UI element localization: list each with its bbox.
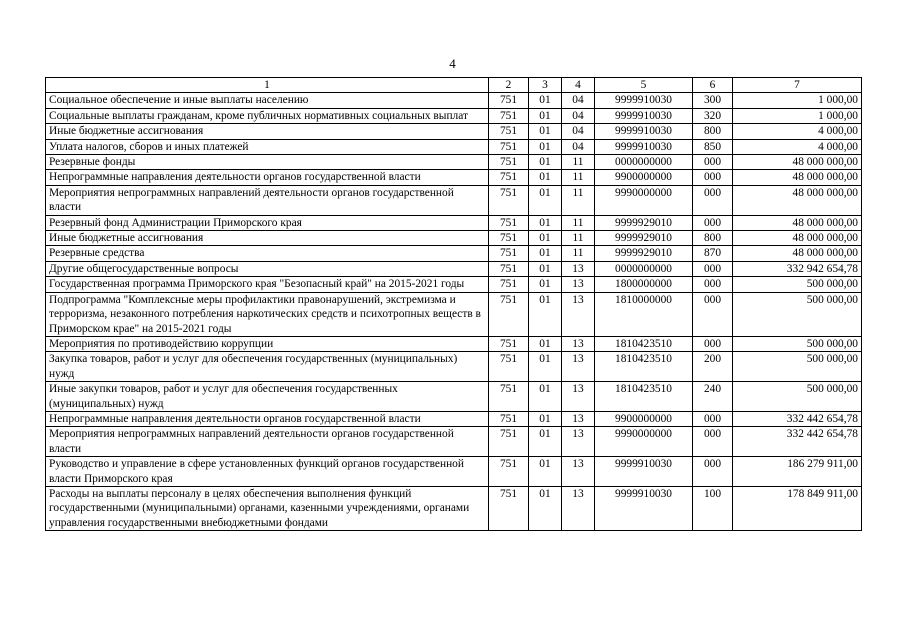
row-target-article: 9900000000 (595, 411, 693, 426)
row-subsection-code: 13 (562, 411, 595, 426)
row-name: Резервные фонды (46, 155, 489, 170)
row-subsection-code: 11 (562, 231, 595, 246)
table-row (46, 139, 862, 154)
row-name: Мероприятия непрограммных направлений деятельности органов государственной власти (46, 427, 489, 457)
row-name: Непрограммные направления деятельности органов государственной власти (46, 170, 489, 185)
row-expense-type: 000 (693, 185, 733, 215)
table-row (46, 486, 862, 530)
row-target-article: 9999910030 (595, 108, 693, 123)
row-amount: 1 000,00 (733, 108, 862, 123)
row-target-article: 0000000000 (595, 155, 693, 170)
table-row (46, 185, 862, 215)
row-amount: 48 000 000,00 (733, 231, 862, 246)
row-subsection-code: 13 (562, 457, 595, 487)
row-expense-type: 000 (693, 292, 733, 336)
row-amount: 48 000 000,00 (733, 215, 862, 230)
row-target-article: 9999929010 (595, 246, 693, 261)
row-expense-type: 300 (693, 93, 733, 108)
row-name: Резервные средства (46, 246, 489, 261)
row-section-code: 01 (529, 336, 562, 351)
row-section-code: 01 (529, 231, 562, 246)
row-section-code: 01 (529, 185, 562, 215)
table-row (46, 170, 862, 185)
row-expense-type: 320 (693, 108, 733, 123)
row-ministry-code: 751 (489, 457, 529, 487)
row-amount: 48 000 000,00 (733, 246, 862, 261)
row-subsection-code: 11 (562, 170, 595, 185)
row-amount: 500 000,00 (733, 352, 862, 382)
row-ministry-code: 751 (489, 215, 529, 230)
row-subsection-code: 13 (562, 261, 595, 276)
row-name: Социальные выплаты гражданам, кроме публичных нормативных социальных выплат (46, 108, 489, 123)
row-expense-type: 000 (693, 261, 733, 276)
row-subsection-code: 04 (562, 139, 595, 154)
row-section-code: 01 (529, 352, 562, 382)
row-section-code: 01 (529, 108, 562, 123)
row-target-article: 0000000000 (595, 261, 693, 276)
row-subsection-code: 04 (562, 93, 595, 108)
row-name: Уплата налогов, сборов и иных платежей (46, 139, 489, 154)
row-amount: 500 000,00 (733, 277, 862, 292)
row-name: Руководство и управление в сфере установленных функций органов государственной власти Приморского края (46, 457, 489, 487)
table-row (46, 93, 862, 108)
column-header: 6 (693, 78, 733, 93)
row-ministry-code: 751 (489, 411, 529, 426)
row-expense-type: 800 (693, 124, 733, 139)
table-row (46, 277, 862, 292)
row-ministry-code: 751 (489, 336, 529, 351)
column-header: 5 (595, 78, 693, 93)
row-section-code: 01 (529, 457, 562, 487)
row-subsection-code: 13 (562, 427, 595, 457)
row-subsection-code: 11 (562, 155, 595, 170)
row-name: Другие общегосударственные вопросы (46, 261, 489, 276)
row-name: Мероприятия непрограммных направлений деятельности органов государственной власти (46, 185, 489, 215)
row-section-code: 01 (529, 170, 562, 185)
row-target-article: 9999910030 (595, 486, 693, 530)
row-ministry-code: 751 (489, 292, 529, 336)
row-section-code: 01 (529, 486, 562, 530)
row-expense-type: 800 (693, 231, 733, 246)
row-ministry-code: 751 (489, 231, 529, 246)
column-header: 1 (46, 78, 489, 93)
row-section-code: 01 (529, 93, 562, 108)
row-name: Мероприятия по противодействию коррупции (46, 336, 489, 351)
row-ministry-code: 751 (489, 486, 529, 530)
row-section-code: 01 (529, 277, 562, 292)
row-ministry-code: 751 (489, 185, 529, 215)
row-expense-type: 100 (693, 486, 733, 530)
row-name: Иные закупки товаров, работ и услуг для обеспечения государственных (муниципальных) нужд (46, 382, 489, 412)
row-section-code: 01 (529, 292, 562, 336)
table-row (46, 382, 862, 412)
row-amount: 186 279 911,00 (733, 457, 862, 487)
column-header: 3 (529, 78, 562, 93)
row-amount: 48 000 000,00 (733, 155, 862, 170)
row-expense-type: 000 (693, 336, 733, 351)
column-header-row (46, 78, 862, 93)
row-ministry-code: 751 (489, 155, 529, 170)
row-target-article: 9990000000 (595, 427, 693, 457)
row-expense-type: 000 (693, 215, 733, 230)
row-target-article: 9999910030 (595, 457, 693, 487)
row-amount: 332 442 654,78 (733, 427, 862, 457)
table-row (46, 427, 862, 457)
column-header: 2 (489, 78, 529, 93)
row-section-code: 01 (529, 261, 562, 276)
row-ministry-code: 751 (489, 108, 529, 123)
row-name: Государственная программа Приморского края "Безопасный край" на 2015-2021 годы (46, 277, 489, 292)
row-section-code: 01 (529, 427, 562, 457)
row-ministry-code: 751 (489, 139, 529, 154)
row-expense-type: 000 (693, 427, 733, 457)
row-ministry-code: 751 (489, 170, 529, 185)
row-ministry-code: 751 (489, 261, 529, 276)
row-target-article: 9999910030 (595, 93, 693, 108)
row-subsection-code: 11 (562, 215, 595, 230)
row-expense-type: 870 (693, 246, 733, 261)
table-row (46, 261, 862, 276)
row-target-article: 9999929010 (595, 215, 693, 230)
page-number: 4 (449, 56, 456, 71)
row-ministry-code: 751 (489, 277, 529, 292)
row-target-article: 1810423510 (595, 352, 693, 382)
row-ministry-code: 751 (489, 246, 529, 261)
row-target-article: 9990000000 (595, 185, 693, 215)
row-ministry-code: 751 (489, 352, 529, 382)
row-section-code: 01 (529, 215, 562, 230)
row-name: Иные бюджетные ассигнования (46, 231, 489, 246)
table-row (46, 292, 862, 336)
table-row (46, 246, 862, 261)
row-subsection-code: 11 (562, 185, 595, 215)
budget-table (45, 77, 862, 531)
row-subsection-code: 13 (562, 486, 595, 530)
row-expense-type: 000 (693, 155, 733, 170)
table-row (46, 215, 862, 230)
row-target-article: 9999929010 (595, 231, 693, 246)
row-ministry-code: 751 (489, 93, 529, 108)
row-amount: 4 000,00 (733, 124, 862, 139)
row-name: Резервный фонд Администрации Приморского края (46, 215, 489, 230)
column-header: 7 (733, 78, 862, 93)
row-ministry-code: 751 (489, 427, 529, 457)
row-expense-type: 850 (693, 139, 733, 154)
table-row (46, 231, 862, 246)
row-ministry-code: 751 (489, 124, 529, 139)
row-section-code: 01 (529, 411, 562, 426)
row-subsection-code: 13 (562, 352, 595, 382)
table-row (46, 155, 862, 170)
column-header: 4 (562, 78, 595, 93)
row-amount: 332 942 654,78 (733, 261, 862, 276)
row-target-article: 9999910030 (595, 124, 693, 139)
row-section-code: 01 (529, 246, 562, 261)
row-expense-type: 000 (693, 457, 733, 487)
row-subsection-code: 13 (562, 292, 595, 336)
row-name: Социальное обеспечение и иные выплаты населению (46, 93, 489, 108)
row-section-code: 01 (529, 382, 562, 412)
row-subsection-code: 04 (562, 108, 595, 123)
row-amount: 332 442 654,78 (733, 411, 862, 426)
row-amount: 48 000 000,00 (733, 185, 862, 215)
row-amount: 500 000,00 (733, 382, 862, 412)
row-amount: 500 000,00 (733, 336, 862, 351)
row-amount: 178 849 911,00 (733, 486, 862, 530)
row-section-code: 01 (529, 155, 562, 170)
row-subsection-code: 13 (562, 336, 595, 351)
row-name: Закупка товаров, работ и услуг для обеспечения государственных (муниципальных) нужд (46, 352, 489, 382)
table-row (46, 124, 862, 139)
row-target-article: 9900000000 (595, 170, 693, 185)
row-name: Подпрограмма "Комплексные меры профилактики правонарушений, экстремизма и терроризма, незаконного потребления наркотических средств и психотропных веществ в Приморском крае" на 2015-2021 годы (46, 292, 489, 336)
table-row (46, 352, 862, 382)
row-amount: 48 000 000,00 (733, 170, 862, 185)
row-subsection-code: 13 (562, 382, 595, 412)
row-subsection-code: 04 (562, 124, 595, 139)
row-expense-type: 000 (693, 170, 733, 185)
table-row (46, 108, 862, 123)
row-name: Иные бюджетные ассигнования (46, 124, 489, 139)
row-expense-type: 000 (693, 411, 733, 426)
row-expense-type: 000 (693, 277, 733, 292)
row-target-article: 1800000000 (595, 277, 693, 292)
row-expense-type: 200 (693, 352, 733, 382)
row-ministry-code: 751 (489, 382, 529, 412)
row-target-article: 9999910030 (595, 139, 693, 154)
row-target-article: 1810423510 (595, 382, 693, 412)
table-row (46, 457, 862, 487)
row-section-code: 01 (529, 124, 562, 139)
row-amount: 4 000,00 (733, 139, 862, 154)
row-target-article: 1810000000 (595, 292, 693, 336)
row-section-code: 01 (529, 139, 562, 154)
row-amount: 500 000,00 (733, 292, 862, 336)
row-expense-type: 240 (693, 382, 733, 412)
table-row (46, 411, 862, 426)
table-row (46, 336, 862, 351)
row-subsection-code: 13 (562, 277, 595, 292)
row-name: Расходы на выплаты персоналу в целях обеспечения выполнения функций государственными (муниципальными) органами, казенными учреждениями, органами управления государственными внебюджетными фондами (46, 486, 489, 530)
row-target-article: 1810423510 (595, 336, 693, 351)
row-amount: 1 000,00 (733, 93, 862, 108)
row-subsection-code: 11 (562, 246, 595, 261)
row-name: Непрограммные направления деятельности органов государственной власти (46, 411, 489, 426)
